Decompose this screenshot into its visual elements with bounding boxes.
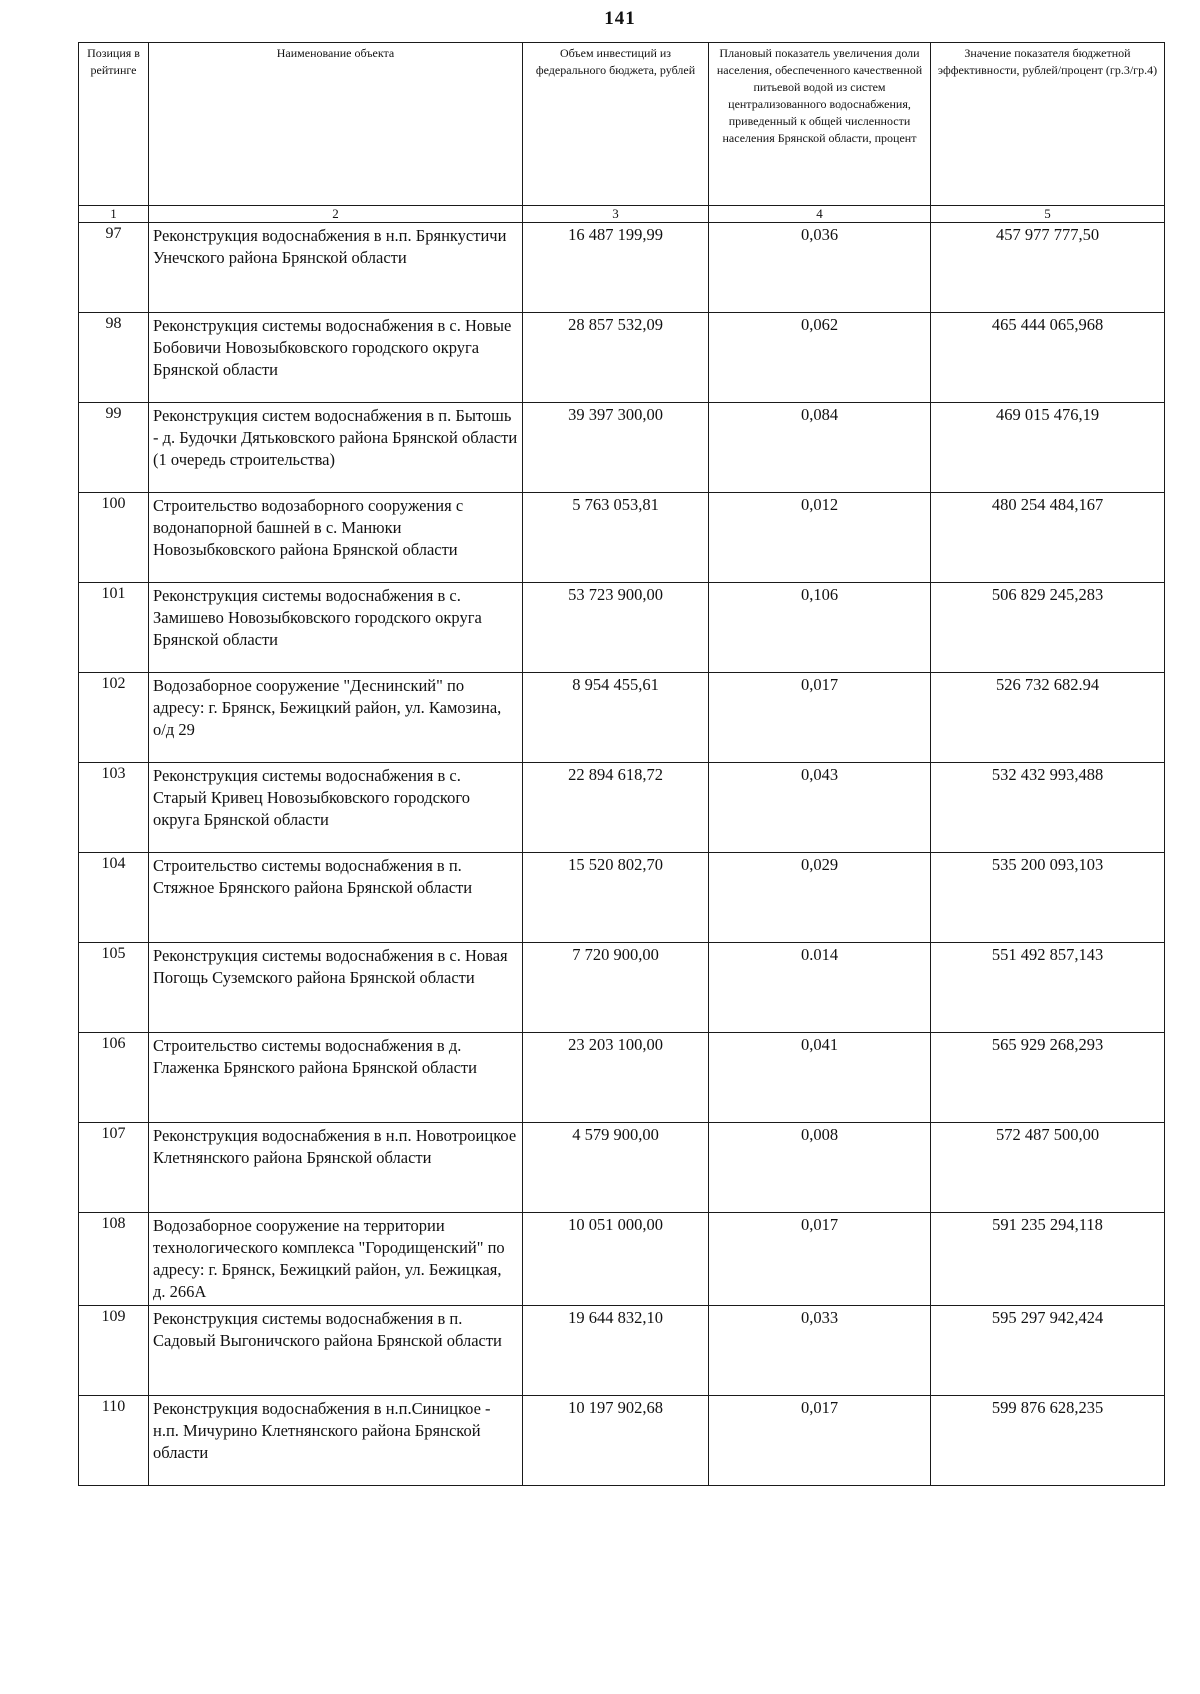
object-name-cell: Реконструкция систем водоснабжения в п. Бытошь - д. Будочки Дятьковского района Брянской области (1 очередь строительства): [149, 403, 523, 493]
position-cell: 100: [79, 493, 149, 583]
efficiency-cell: 526 732 682.94: [931, 673, 1165, 763]
header-efficiency: Значение показателя бюджетной эффективности, рублей/процент (гр.3/гр.4): [931, 43, 1165, 206]
population-share-cell: 0,062: [709, 313, 931, 403]
position-cell: 110: [79, 1396, 149, 1486]
efficiency-cell: 469 015 476,19: [931, 403, 1165, 493]
page-number: 141: [604, 8, 636, 29]
position-cell: 98: [79, 313, 149, 403]
object-name-cell: Строительство системы водоснабжения в п. Стяжное Брянского района Брянской области: [149, 853, 523, 943]
population-share-cell: 0,017: [709, 673, 931, 763]
investment-cell: 8 954 455,61: [523, 673, 709, 763]
table-row: [79, 223, 1165, 313]
efficiency-cell: 591 235 294,118: [931, 1213, 1165, 1306]
object-name-cell: Реконструкция водоснабжения в н.п.Синицкое - н.п. Мичурино Клетнянского района Брянской области: [149, 1396, 523, 1486]
investment-cell: 15 520 802,70: [523, 853, 709, 943]
column-number: 4: [709, 206, 931, 223]
investment-cell: 22 894 618,72: [523, 763, 709, 853]
investment-cell: 23 203 100,00: [523, 1033, 709, 1123]
header-investment: Объем инвестиций из федерального бюджета, рублей: [523, 43, 709, 206]
efficiency-cell: 535 200 093,103: [931, 853, 1165, 943]
table-row: [79, 403, 1165, 493]
population-share-cell: 0,041: [709, 1033, 931, 1123]
table-row: [79, 493, 1165, 583]
table-row: [79, 1213, 1165, 1306]
population-share-cell: 0,008: [709, 1123, 931, 1213]
investment-cell: 4 579 900,00: [523, 1123, 709, 1213]
efficiency-cell: 457 977 777,50: [931, 223, 1165, 313]
position-cell: 104: [79, 853, 149, 943]
column-number: 5: [931, 206, 1165, 223]
position-cell: 103: [79, 763, 149, 853]
efficiency-cell: 595 297 942,424: [931, 1306, 1165, 1396]
investment-cell: 39 397 300,00: [523, 403, 709, 493]
object-name-cell: Реконструкция системы водоснабжения в с. Новые Бобовичи Новозыбковского городского округа Брянской области: [149, 313, 523, 403]
header-position: Позиция в рейтинге: [79, 43, 149, 206]
object-name-cell: Реконструкция водоснабжения в н.п. Новотроицкое Клетнянского района Брянской области: [149, 1123, 523, 1213]
table-row: [79, 1033, 1165, 1123]
position-cell: 109: [79, 1306, 149, 1396]
efficiency-cell: 551 492 857,143: [931, 943, 1165, 1033]
position-cell: 107: [79, 1123, 149, 1213]
population-share-cell: 0,017: [709, 1396, 931, 1486]
position-cell: 97: [79, 223, 149, 313]
position-cell: 105: [79, 943, 149, 1033]
efficiency-cell: 506 829 245,283: [931, 583, 1165, 673]
rating-table: [78, 42, 1165, 1486]
efficiency-cell: 532 432 993,488: [931, 763, 1165, 853]
column-number: 1: [79, 206, 149, 223]
table-row: [79, 313, 1165, 403]
table-row: [79, 1396, 1165, 1486]
object-name-cell: Реконструкция водоснабжения в н.п. Брянкустичи Унечского района Брянской области: [149, 223, 523, 313]
population-share-cell: 0,012: [709, 493, 931, 583]
object-name-cell: Реконструкция системы водоснабжения в с. Новая Погощь Суземского района Брянской области: [149, 943, 523, 1033]
investment-cell: 28 857 532,09: [523, 313, 709, 403]
column-number-row: [79, 206, 1165, 223]
investment-cell: 16 487 199,99: [523, 223, 709, 313]
efficiency-cell: 480 254 484,167: [931, 493, 1165, 583]
efficiency-cell: 465 444 065,968: [931, 313, 1165, 403]
object-name-cell: Водозаборное сооружение на территории технологического комплекса "Городищенский" по адресу: г. Брянск, Бежицкий район, ул. Бежицкая, д. 266А: [149, 1213, 523, 1306]
population-share-cell: 0,033: [709, 1306, 931, 1396]
position-cell: 106: [79, 1033, 149, 1123]
population-share-cell: 0,029: [709, 853, 931, 943]
investment-cell: 7 720 900,00: [523, 943, 709, 1033]
investment-cell: 5 763 053,81: [523, 493, 709, 583]
population-share-cell: 0,106: [709, 583, 931, 673]
object-name-cell: Реконструкция системы водоснабжения в с. Замишево Новозыбковского городского округа Брянской области: [149, 583, 523, 673]
efficiency-cell: 565 929 268,293: [931, 1033, 1165, 1123]
investment-cell: 10 197 902,68: [523, 1396, 709, 1486]
object-name-cell: Водозаборное сооружение "Деснинский" по адресу: г. Брянск, Бежицкий район, ул. Камозина, о/д 29: [149, 673, 523, 763]
table-row: [79, 673, 1165, 763]
table-row: [79, 583, 1165, 673]
object-name-cell: Реконструкция системы водоснабжения в с. Старый Кривец Новозыбковского городского округа Брянской области: [149, 763, 523, 853]
header-population-share: Плановый показатель увеличения доли населения, обеспеченного качественной питьевой водой из систем централизованного водоснабжения, приведенный к общей численности населения Брянской области, процент: [709, 43, 931, 206]
population-share-cell: 0,043: [709, 763, 931, 853]
position-cell: 102: [79, 673, 149, 763]
investment-cell: 10 051 000,00: [523, 1213, 709, 1306]
header-row: [79, 43, 1165, 206]
position-cell: 99: [79, 403, 149, 493]
column-number: 2: [149, 206, 523, 223]
population-share-cell: 0,036: [709, 223, 931, 313]
population-share-cell: 0,084: [709, 403, 931, 493]
population-share-cell: 0,017: [709, 1213, 931, 1306]
table-row: [79, 853, 1165, 943]
table-row: [79, 943, 1165, 1033]
investment-cell: 53 723 900,00: [523, 583, 709, 673]
position-cell: 101: [79, 583, 149, 673]
efficiency-cell: 599 876 628,235: [931, 1396, 1165, 1486]
investment-cell: 19 644 832,10: [523, 1306, 709, 1396]
object-name-cell: Строительство водозаборного сооружения с водонапорной башней в с. Манюки Новозыбковского района Брянской области: [149, 493, 523, 583]
object-name-cell: Строительство системы водоснабжения в д. Глаженка Брянского района Брянской области: [149, 1033, 523, 1123]
column-number: 3: [523, 206, 709, 223]
position-cell: 108: [79, 1213, 149, 1306]
header-object-name: Наименование объекта: [149, 43, 523, 206]
object-name-cell: Реконструкция системы водоснабжения в п. Садовый Выгоничского района Брянской области: [149, 1306, 523, 1396]
efficiency-cell: 572 487 500,00: [931, 1123, 1165, 1213]
table-row: [79, 763, 1165, 853]
table-row: [79, 1123, 1165, 1213]
population-share-cell: 0.014: [709, 943, 931, 1033]
table-row: [79, 1306, 1165, 1396]
